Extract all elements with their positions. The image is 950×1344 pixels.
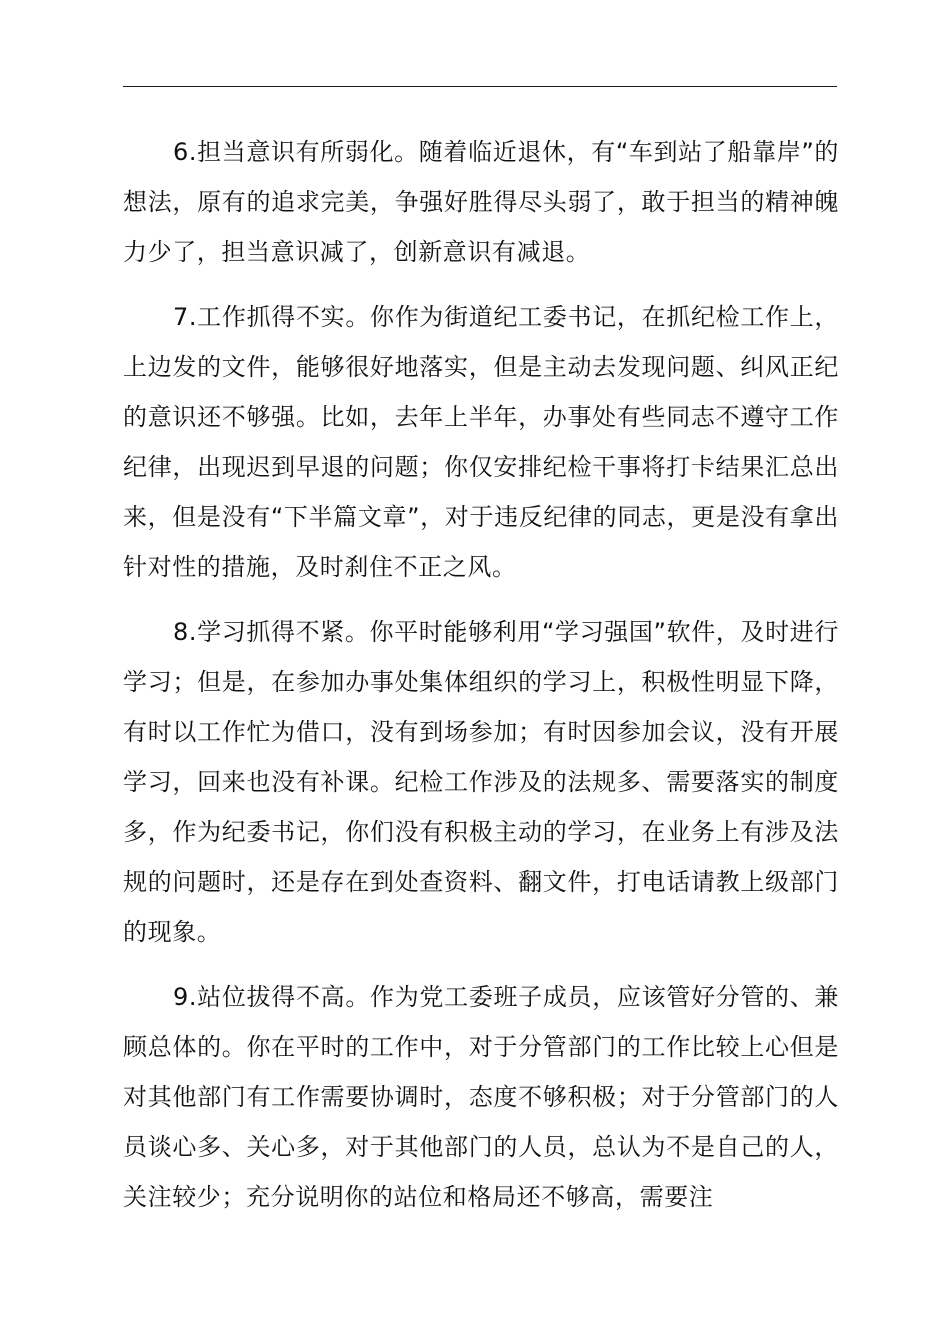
paragraph-7: 7.工作抓得不实。你作为街道纪工委书记，在抓纪检工作上，上边发的文件，能够很好地落实，但是主动去发现问题、纠风正纪的意识还不够强。比如，去年上半年，办事处有些同志不遵守工作纪律，出现迟到早退的问题；你仅安排纪检干事将打卡结果汇总出来，但是没有“下半篇文章”，对于违反纪律的同志，更是没有拿出针对性的措施，及时刹住不正之风。 [123,303,839,581]
document-body [123,127,839,1237]
paragraph-9: 9.站位拔得不高。作为党工委班子成员，应该管好分管的、兼顾总体的。你在平时的工作中，对于分管部门的工作比较上心但是对其他部门有工作需要协调时，态度不够积极；对于分管部门的人员谈心多、关心多，对于其他部门的人员，总认为不是自己的人，关注较少；充分说明你的站位和格局还不够高，需要注 [123,983,839,1211]
paragraph-8: 8.学习抓得不紧。你平时能够利用“学习强国”软件，及时进行学习；但是，在参加办事处集体组织的学习上，积极性明显下降，有时以工作忙为借口，没有到场参加；有时因参加会议，没有开展学习，回来也没有补课。纪检工作涉及的法规多、需要落实的制度多，作为纪委书记，你们没有积极主动的学习，在业务上有涉及法规的问题时，还是存在到处查资料、翻文件，打电话请教上级部门的现象。 [123,618,839,946]
header-rule [123,86,837,87]
paragraph-6: 6.担当意识有所弱化。随着临近退休，有“车到站了船靠岸”的想法，原有的追求完美，争强好胜得尽头弱了，敢于担当的精神魄力少了，担当意识减了，创新意识有减退。 [123,138,839,266]
